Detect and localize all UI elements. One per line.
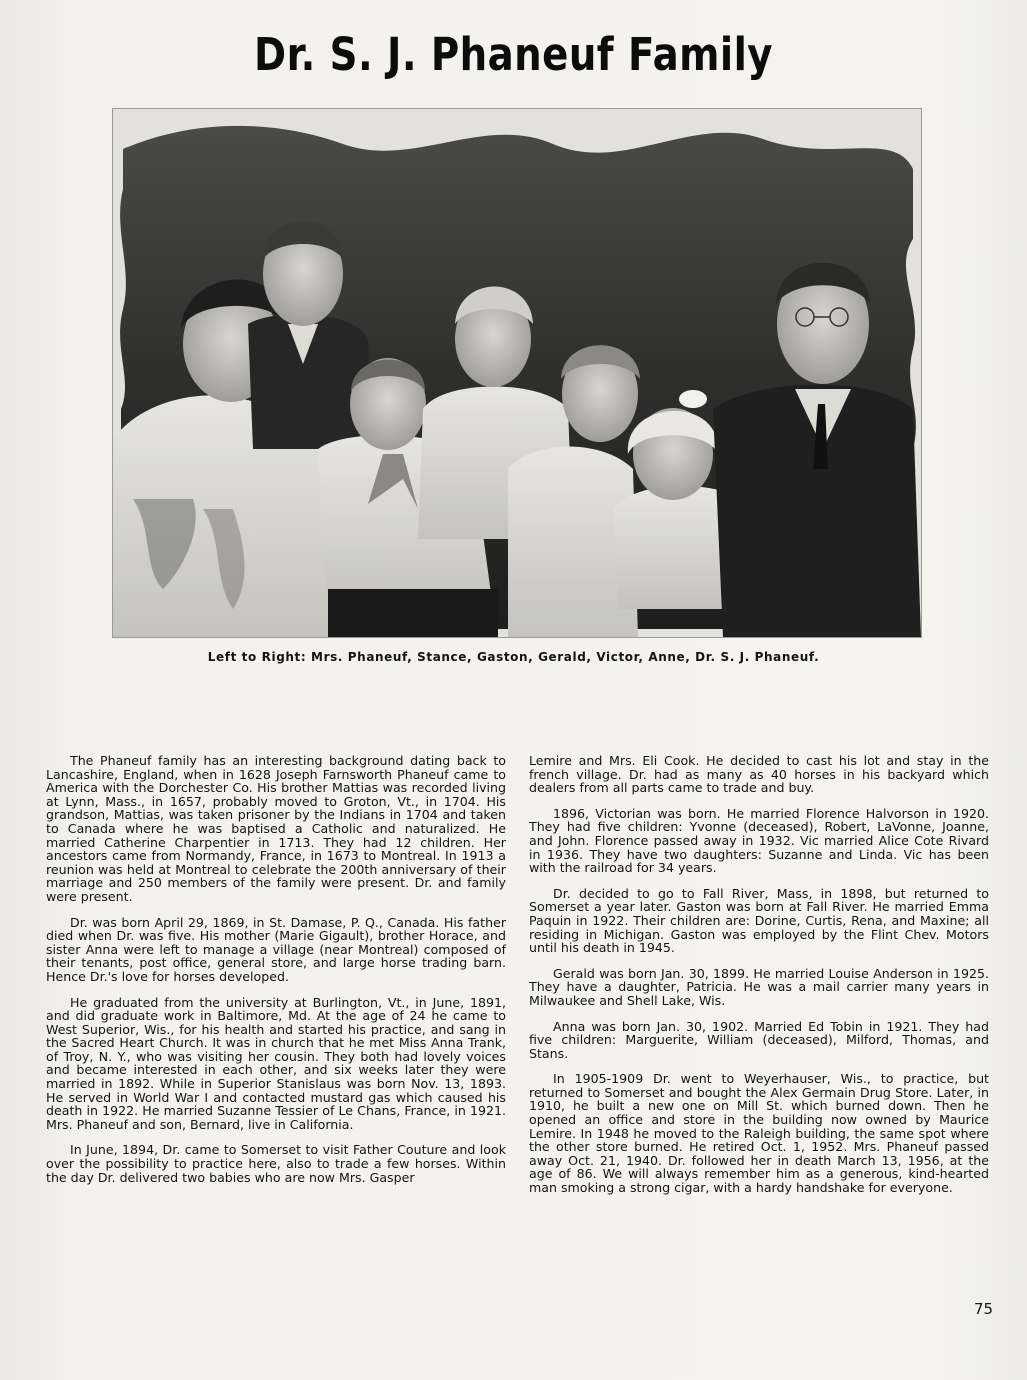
page-number: 75	[974, 1300, 994, 1318]
paragraph: Dr. decided to go to Fall River, Mass, in 1898, but returned to Somerset a year later. Gaston was born at Fall River. He married Emma Paquin in 1922. Their children are: Dorine, Curtis, Rena, and Maxine; all residing in Michigan. Gaston was employed by the Flint Chev. Motors until his death in 1945.	[529, 885, 989, 956]
paragraph: Gerald was born Jan. 30, 1899. He married Louise Anderson in 1925. They have a daughter, Patricia. He was a mail carrier many years in Milwaukee and Shell Lake, Wis.	[529, 965, 989, 1008]
family-portrait-photo	[112, 108, 922, 638]
paragraph: 1896, Victorian was born. He married Florence Halvorson in 1920. They had five children: Yvonne (deceased), Robert, LaVonne, Joanne, and John. Florence passed away in 1932. Vic married Alice Cote Rivard in 1936. They have two daughters: Suzanne and Linda. Vic has been with the railroad for 34 years.	[529, 805, 989, 876]
paragraph: The Phaneuf family has an interesting background dating back to Lancashire, England, when in 1628 Joseph Farnsworth Phaneuf came to America with the Dorchester Co. His brother Mattias was recorded living at Lynn, Mass., in 1657, probably moved to Groton, Vt., in 1704. His grandson, Mattias, was taken prisoner by the Indians in 1704 and taken to Canada where he was baptised a Catholic and naturalized. He married Catherine Charpentier in 1713. They had 12 children. Her ancestors came from Normandy, France, in 1673 to Montreal. In 1913 a reunion was held at Montreal to celebrate the 200th anniversary of their marriage and 250 members of the family were present. Dr. and family were present.	[46, 753, 506, 904]
portrait-illustration	[113, 109, 921, 637]
paragraph: Dr. was born April 29, 1869, in St. Damase, P. Q., Canada. His father died when Dr. was five. His mother (Marie Gigault), brother Horace, and sister Anna were left to manage a village (near Montreal) composed of their tenants, post office, general store, and large horse trading barn. Hence Dr.'s love for horses developed.	[46, 914, 506, 984]
paragraph: He graduated from the university at Burlington, Vt., in June, 1891, and did graduate work in Baltimore, Md. At the age of 24 he came to West Superior, Wis., for his health and started his practice, and sang in the Sacred Heart Church. It was in church that he met Miss Anna Trank, of Troy, N. Y., who was visiting her cousin. They both had lovely voices and became interested in each other, and six weeks later they were married in 1892. While in Superior Stanislaus was born Nov. 13, 1893. He served in World War I and contacted mustard gas which caused his death in 1922. He married Suzanne Tessier of Le Chans, France, in 1921. Mrs. Phaneuf and son, Bernard, live in California.	[46, 994, 506, 1132]
paragraph: In June, 1894, Dr. came to Somerset to visit Father Couture and look over the possibility to practice here, also to trade a few horses. Within the day Dr. delivered two babies who are now Mrs. Gasper	[46, 1142, 506, 1185]
page-title: Dr. S. J. Phaneuf Family	[254, 28, 773, 81]
article-right-column	[529, 754, 989, 1207]
paragraph: Anna was born Jan. 30, 1902. Married Ed Tobin in 1921. They had five children: Marguerite, William (deceased), Milford, Thomas, and Stans.	[529, 1018, 989, 1061]
paragraph: In 1905-1909 Dr. went to Weyerhauser, Wis., to practice, but returned to Somerset and bought the Alex Germain Drug Store. Later, in 1910, he built a new one on Mill St. which burned down. Then he opened an office and store in the building now owned by Maurice Lemire. In 1948 he moved to the Raleigh building, the same spot where the other store burned. He retired Oct. 1, 1952. Mrs. Phaneuf passed away Oct. 21, 1940. Dr. followed her in death March 13, 1956, at the age of 86. We will always remember him as a generous, kind-hearted man smoking a strong cigar, with a hardy handshake for everyone.	[529, 1071, 989, 1196]
paragraph: Lemire and Mrs. Eli Cook. He decided to cast his lot and stay in the french village. Dr. had as many as 40 horses in his backyard which dealers from all parts came to trade and buy.	[529, 753, 989, 796]
article-left-column	[46, 754, 506, 1196]
photo-caption: Left to Right: Mrs. Phaneuf, Stance, Gaston, Gerald, Victor, Anne, Dr. S. J. Phaneuf.	[207, 650, 820, 664]
